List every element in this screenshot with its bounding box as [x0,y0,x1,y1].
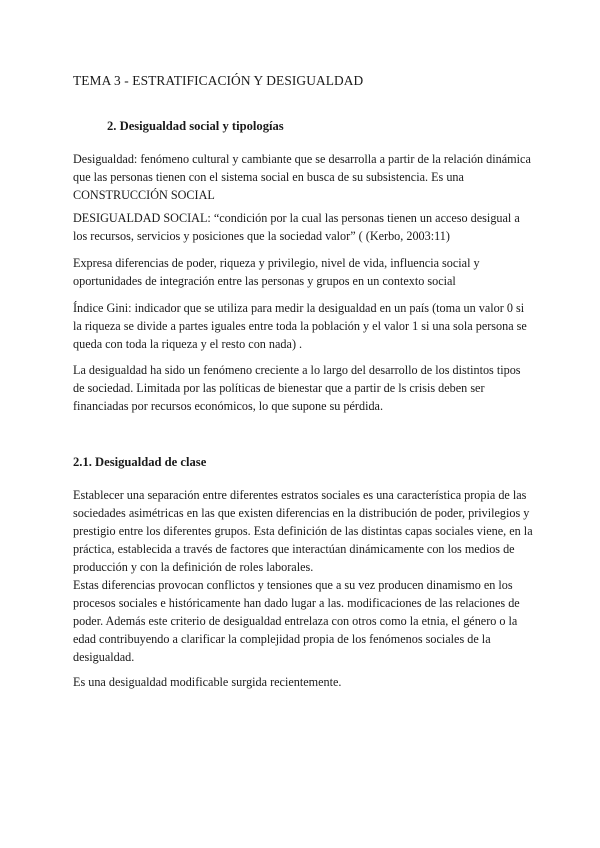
paragraph-fenomeno-creciente: La desigualdad ha sido un fenómeno creciente a lo largo del desarrollo de los distintos tipos de sociedad. Limitada por las políticas de bienestar que a partir de ls crisis deben ser financiadas por recursos económicos, lo que supone su pérdida. [73,363,521,413]
subsection-title: 2.1. Desigualdad de clase [73,455,207,469]
paragraph-desigualdad-social: DESIGUALDAD SOCIAL: “condición por la cual las personas tienen un acceso desigual a los recursos, servicios y posiciones que la sociedad valor” ( (Kerbo, 2003:11) [73,211,520,243]
paragraph-expresa-diferencias: Expresa diferencias de poder, riqueza y privilegio, nivel de vida, influencia social y oportunidades de integración entre las personas y grupos en un contexto social [73,256,480,288]
document-title: TEMA 3 - ESTRATIFICACIÓN Y DESIGUALDAD [73,73,364,88]
paragraph-desigualdad-modificable: Es una desigualdad modificable surgida recientemente. [73,675,342,689]
section-title: 2. Desigualdad social y tipologías [107,119,284,133]
paragraph-separacion-estratos: Establecer una separación entre diferentes estratos sociales es una característica propia de las sociedades asimétricas en las que existen diferencias en la distribución de poder, privilegios y prestigio entre los diferentes grupos. Esta definición de las distintas capas sociales viene, en la práctica, establecida a través de factores que interactúan dinámicamente con los medios de producción y con la definición de roles laborales. [73,488,533,574]
paragraph-conflictos-tensiones: Estas diferencias provocan conflictos y tensiones que a su vez producen dinamismo en los procesos sociales e históricamente han dado lugar a las. modificaciones de las relaciones de poder. Además este criterio de desigualdad entrelaza con otros como la etnia, el género o la edad contribuyendo a clarificar la complejidad propia de los fenómenos sociales de la desigualdad. [73,578,520,664]
paragraph-desigualdad: Desigualdad: fenómeno cultural y cambiante que se desarrolla a partir de la relación dinámica que las personas tienen con el sistema social en busca de su subsistencia. Es una CONSTRUCCIÓN SOCIAL [73,152,531,202]
paragraph-indice-gini: Índice Gini: indicador que se utiliza para medir la desigualdad en un país (toma un valor 0 si la riqueza se divide a partes iguales entre toda la población y el valor 1 si una sola persona se queda con toda la riqueza y el resto con nada) . [73,301,527,351]
